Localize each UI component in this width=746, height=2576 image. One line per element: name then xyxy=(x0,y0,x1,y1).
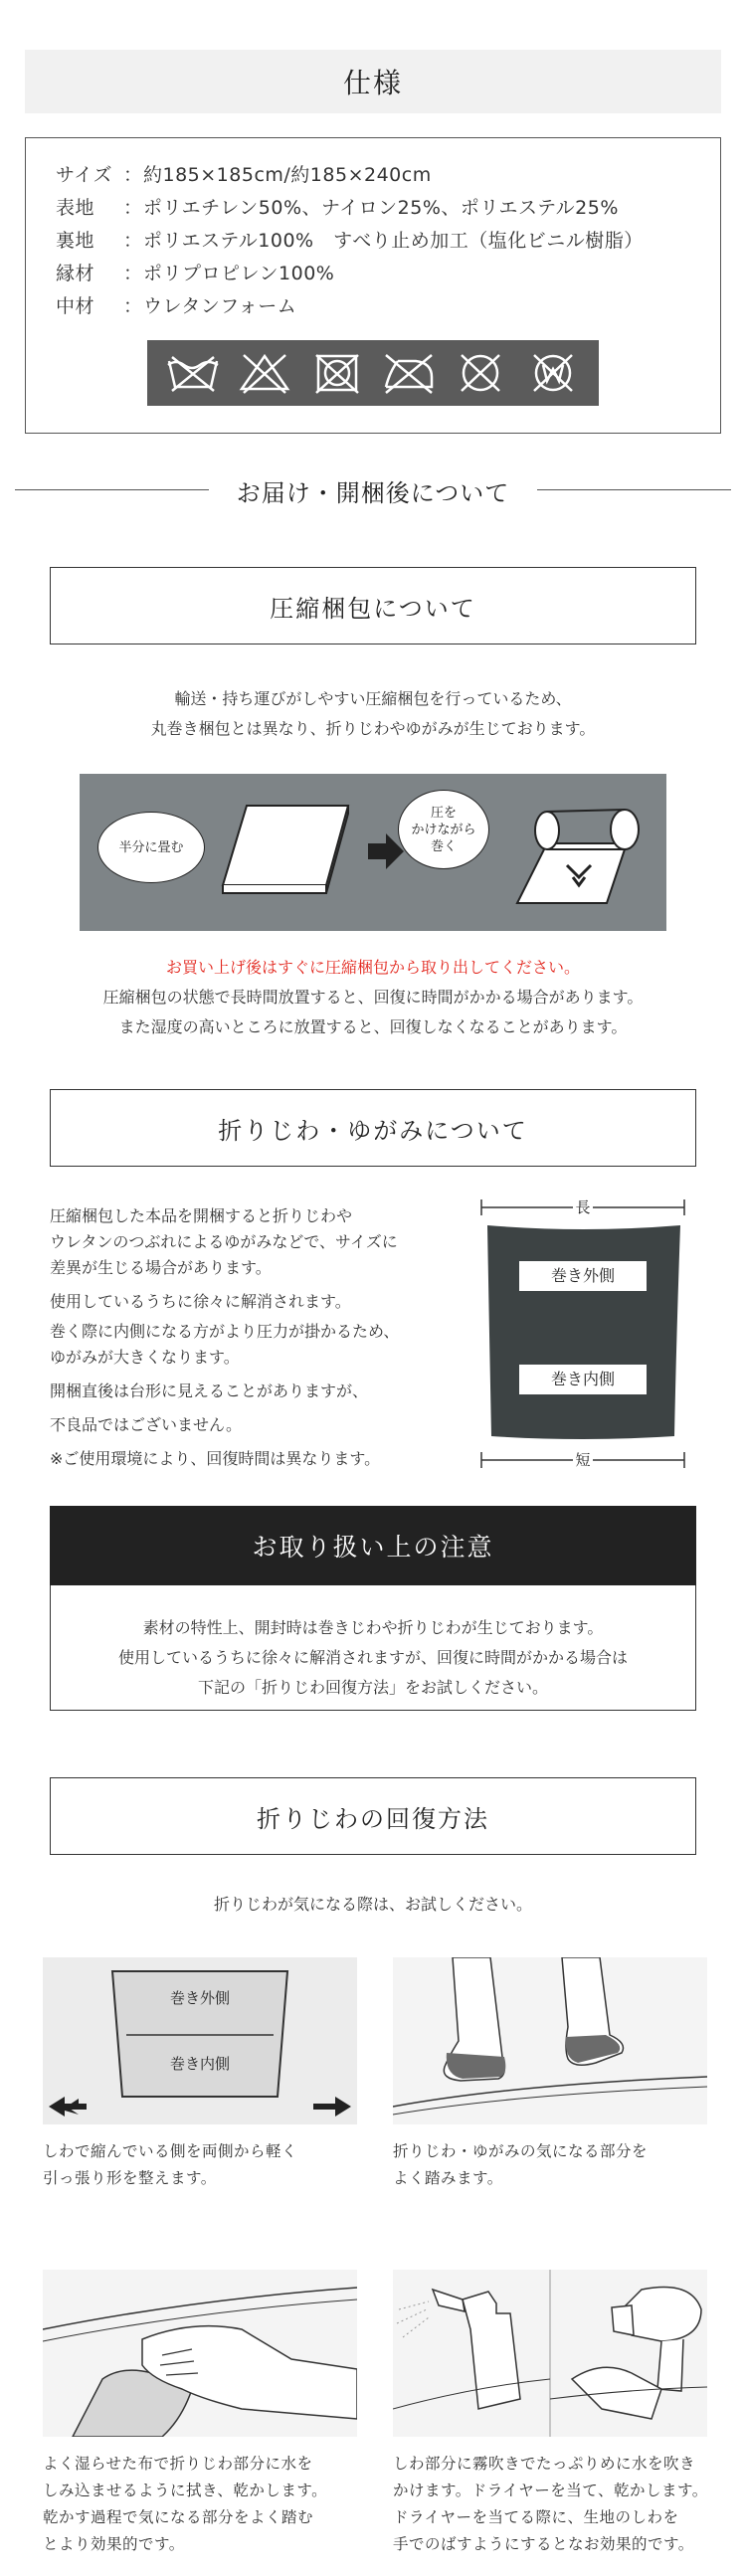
no-wash-icon xyxy=(164,351,222,395)
wrinkle-text-1: 圧縮梱包した本品を開梱すると折りじわや ウレタンのつぶれによるゆがみなどで、サイズに 差異が生じる場合があります。 xyxy=(50,1206,398,1277)
compression-title: 圧縮梱包について xyxy=(50,567,696,644)
compression-intro: 輸送・持ち運びがしやすい圧縮梱包を行っているため、 丸巻き梱包とは異なり、折りじわやゆがみが生じております。 xyxy=(150,689,596,738)
step2-caption: 折りじわ・ゆがみの気になる部分を よく踏みます。 xyxy=(393,2142,649,2187)
compression-warning: お買い上げ後はすぐに圧縮梱包から取り出してください。 xyxy=(165,958,580,977)
spec-row-edge: 縁材 ：ポリプロピレン100% xyxy=(56,263,335,284)
compression-illustration xyxy=(80,774,666,931)
no-bleach-icon xyxy=(236,351,293,395)
wrinkle-text-2: 巻く際に内側になる方がより圧力が掛かるため、 ゆがみが大きくなります。 xyxy=(50,1322,400,1367)
spec-row-surface: 表地 ：ポリエチレン50%、ナイロン25%、ポリエステル25% xyxy=(56,197,619,219)
spec-row-filling: 中材 ：ウレタンフォーム xyxy=(56,295,297,317)
heading-rule-right xyxy=(537,489,731,490)
diagram-outer-label: 巻き外側 xyxy=(519,1261,647,1291)
spec-row-back: 裏地 ：ポリエステル100% すべり止め加工（塩化ビニル樹脂） xyxy=(56,230,644,252)
delivery-heading-text: お届け・開梱後について xyxy=(236,479,510,507)
diagram-inner-label: 巻き内側 xyxy=(519,1365,647,1394)
roll-bubble: 圧を かけながら 巻く xyxy=(398,790,489,869)
step1-caption: しわで縮んでいる側を両側から軽く 引っ張り形を整えます。 xyxy=(43,2142,298,2187)
no-dry-clean-icon xyxy=(452,351,509,395)
step4-caption: しわ部分に霧吹きでたっぷりめに水を吹き かけます。ドライヤーを当て、乾かします。 ドライヤーを当てる際に、生地のしわを 手でのばすようにするとなお効果的です。 xyxy=(393,2455,708,2553)
wrinkle-title: 折りじわ・ゆがみについて xyxy=(50,1089,696,1167)
spec-title: 仕様 xyxy=(25,50,721,113)
compression-notes: 圧縮梱包の状態で長時間放置すると、回復に時間がかかる場合があります。 また湿度の高いところに放置すると、回復しなくなることがあります。 xyxy=(102,988,644,1036)
no-iron-icon xyxy=(380,351,438,395)
step1-illustration xyxy=(43,1957,357,2124)
diagram-long-label: 長 xyxy=(573,1197,593,1217)
step3-caption: よく湿らせた布で折りじわ部分に水を しみ込ませるように拭き、乾かします。 乾かす過程で気になる部分をよく踏む とより効果的です。 xyxy=(43,2455,328,2553)
spec-row-size: サイズ ：約185×185cm/約185×240cm xyxy=(56,164,432,186)
no-wet-clean-icon xyxy=(524,351,582,395)
no-tumble-dry-icon xyxy=(308,351,366,395)
wash-symbols-bar xyxy=(147,340,599,406)
step4-illustration xyxy=(393,2270,707,2437)
wipe-cloth-icon xyxy=(43,2270,357,2437)
distortion-diagram xyxy=(479,1197,686,1472)
handling-text: 素材の特性上、開封時は巻きじわや折りじわが生じております。 使用しているうちに徐々に解消されますが、回復に時間がかかる場合は 下記の「折りじわ回復方法」をお試しください。 xyxy=(117,1618,628,1697)
spray-bottle-icon xyxy=(397,2290,520,2409)
recovery-intro: 折りじわが気になる際は、お試しください。 xyxy=(213,1895,532,1914)
wrinkle-red-note: 使用しているうちに徐々に解消されます。 xyxy=(50,1292,351,1311)
diagram-short-label: 短 xyxy=(573,1450,593,1470)
recovery-title: 折りじわの回復方法 xyxy=(50,1777,696,1855)
step2-illustration xyxy=(393,1957,707,2124)
step3-illustration xyxy=(43,2270,357,2437)
wrinkle-text-4: 不良品ではございません。 xyxy=(50,1415,242,1434)
foot-stepping-icon xyxy=(393,1957,707,2124)
fold-bubble: 半分に畳む xyxy=(97,812,205,883)
delivery-heading xyxy=(0,469,746,509)
handling-title: お取り扱い上の注意 xyxy=(50,1506,696,1585)
wrinkle-text-5: ※ご使用環境により、回復時間は異なります。 xyxy=(50,1449,381,1468)
rolling-rug-icon xyxy=(507,794,656,921)
wrinkle-text-3: 開梱直後は台形に見えることがありますが、 xyxy=(50,1381,369,1400)
step1-inner-label: 巻き内側 xyxy=(169,2055,230,2073)
step1-outer-label: 巻き外側 xyxy=(169,1989,230,2007)
